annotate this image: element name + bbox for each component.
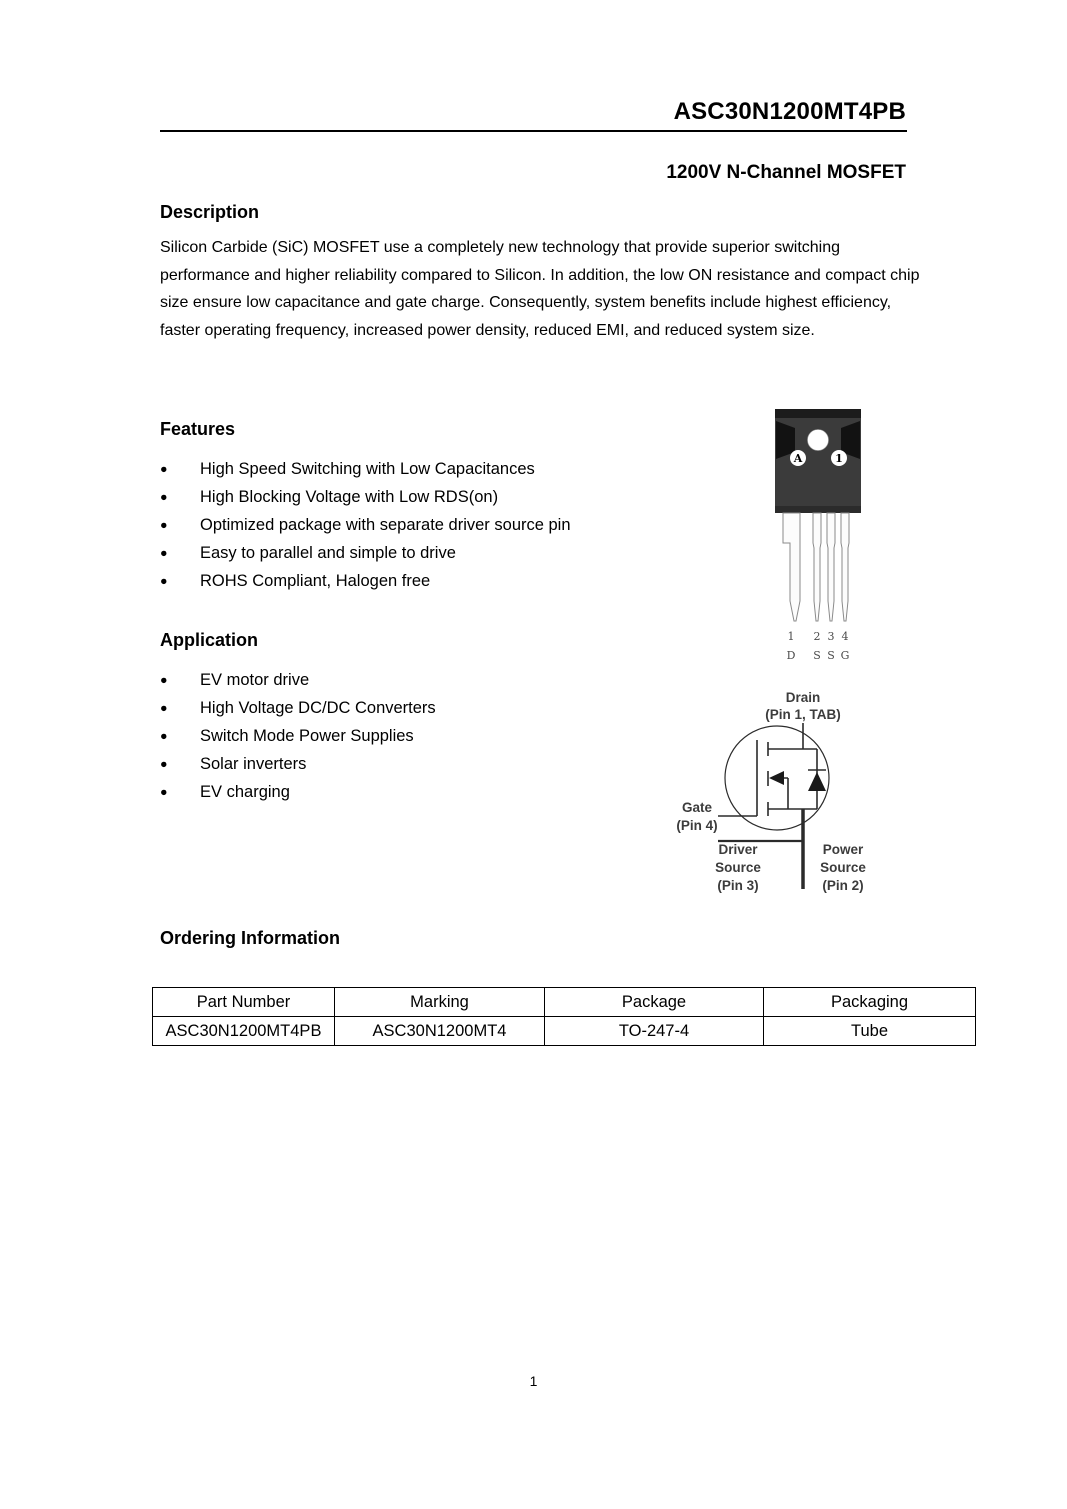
pin-number-4: 4 xyxy=(841,630,849,643)
application-list xyxy=(160,666,436,806)
application-heading: Application xyxy=(160,630,258,650)
bullet-icon xyxy=(160,786,200,799)
power-source-label-1: Power xyxy=(822,842,864,857)
bullet-icon xyxy=(160,463,200,476)
mark-right-text: 1 xyxy=(835,452,843,465)
application-text: Solar inverters xyxy=(200,754,307,773)
power-source-label-2: Source xyxy=(820,860,866,875)
ordering-table xyxy=(152,987,976,1046)
driver-source-label-1: Driver xyxy=(718,842,758,857)
description-heading: Description xyxy=(160,202,260,222)
ordering-heading: Ordering Information xyxy=(160,928,340,948)
list-item xyxy=(160,483,571,511)
pin-3 xyxy=(827,513,835,621)
list-item xyxy=(160,778,436,806)
description-text: Silicon Carbide (SiC) MOSFET use a completely new technology that provide superior switching performance and higher reliability compared to Silicon. In addition, the low ON resistance and compact chip size ensure low capacitance and gate charge. Consequently, system benefits include highest efficiency, faster operating frequency, increased power density, reduced EMI, and reduced system size. xyxy=(160,239,920,339)
application-text: EV motor drive xyxy=(200,670,310,689)
list-item xyxy=(160,539,571,567)
bullet-icon xyxy=(160,491,200,504)
header-divider xyxy=(160,130,907,132)
package-top-edge xyxy=(775,409,861,418)
list-item xyxy=(160,567,571,595)
bullet-icon xyxy=(160,575,200,588)
cell-packaging: Tube xyxy=(764,1017,976,1046)
bullet-icon xyxy=(160,547,200,560)
table-row xyxy=(153,1017,976,1046)
pin-name-d: D xyxy=(786,649,796,662)
pin-name-g: G xyxy=(840,649,850,662)
pin-name-s1: S xyxy=(813,649,821,662)
drain-pin-label: (Pin 1, TAB) xyxy=(765,707,841,722)
mounting-hole xyxy=(808,430,829,451)
list-item xyxy=(160,455,571,483)
list-item xyxy=(160,511,571,539)
application-text: EV charging xyxy=(200,782,290,801)
list-item xyxy=(160,750,436,778)
column-header-package: Package xyxy=(545,988,764,1017)
bullet-icon xyxy=(160,519,200,532)
list-item xyxy=(160,722,436,750)
page-title: ASC30N1200MT4PB xyxy=(673,98,906,125)
gate-pin-label: (Pin 4) xyxy=(676,818,718,833)
column-header-part-number: Part Number xyxy=(153,988,335,1017)
pin-number-2: 2 xyxy=(813,630,821,643)
pin-name-s2: S xyxy=(827,649,835,662)
mark-left-text: A xyxy=(793,452,803,465)
table-header-row xyxy=(153,988,976,1017)
package-body xyxy=(775,409,861,513)
feature-text: ROHS Compliant, Halogen free xyxy=(200,571,431,590)
features-list xyxy=(160,455,571,595)
bullet-icon xyxy=(160,730,200,743)
pin-1 xyxy=(783,513,800,621)
bullet-icon xyxy=(160,758,200,771)
list-item xyxy=(160,694,436,722)
body-connection xyxy=(784,778,788,809)
power-source-pin-label: (Pin 2) xyxy=(822,878,864,893)
bullet-icon xyxy=(160,674,200,687)
cell-marking: ASC30N1200MT4 xyxy=(335,1017,545,1046)
channel-arrow-icon xyxy=(769,771,784,785)
subtitle: 1200V N-Channel MOSFET xyxy=(666,162,906,183)
package-image xyxy=(755,395,885,665)
body-diode-icon xyxy=(808,772,826,791)
feature-text: Optimized package with separate driver source pin xyxy=(200,515,571,534)
driver-source-label-2: Source xyxy=(715,860,761,875)
pin-number-1: 1 xyxy=(787,630,795,643)
gate-label: Gate xyxy=(681,800,713,815)
driver-source-pin-label: (Pin 3) xyxy=(717,878,759,893)
mosfet-schematic xyxy=(640,683,890,895)
cell-part-number: ASC30N1200MT4PB xyxy=(153,1017,335,1046)
pin-2 xyxy=(813,513,821,621)
feature-text: Easy to parallel and simple to drive xyxy=(200,543,456,562)
features-heading: Features xyxy=(160,419,236,439)
bullet-icon xyxy=(160,702,200,715)
pin-4 xyxy=(841,513,849,621)
column-header-packaging: Packaging xyxy=(764,988,976,1017)
application-text: Switch Mode Power Supplies xyxy=(200,726,414,745)
package-bottom-edge xyxy=(775,506,861,513)
page-number: 1 xyxy=(529,1373,538,1389)
feature-text: High Speed Switching with Low Capacitances xyxy=(200,459,535,478)
cell-package: TO-247-4 xyxy=(545,1017,764,1046)
drain-label: Drain xyxy=(785,690,821,705)
list-item xyxy=(160,666,436,694)
column-header-marking: Marking xyxy=(335,988,545,1017)
pin-number-3: 3 xyxy=(827,630,835,643)
feature-text: High Blocking Voltage with Low RDS(on) xyxy=(200,487,499,506)
application-text: High Voltage DC/DC Converters xyxy=(200,698,436,717)
